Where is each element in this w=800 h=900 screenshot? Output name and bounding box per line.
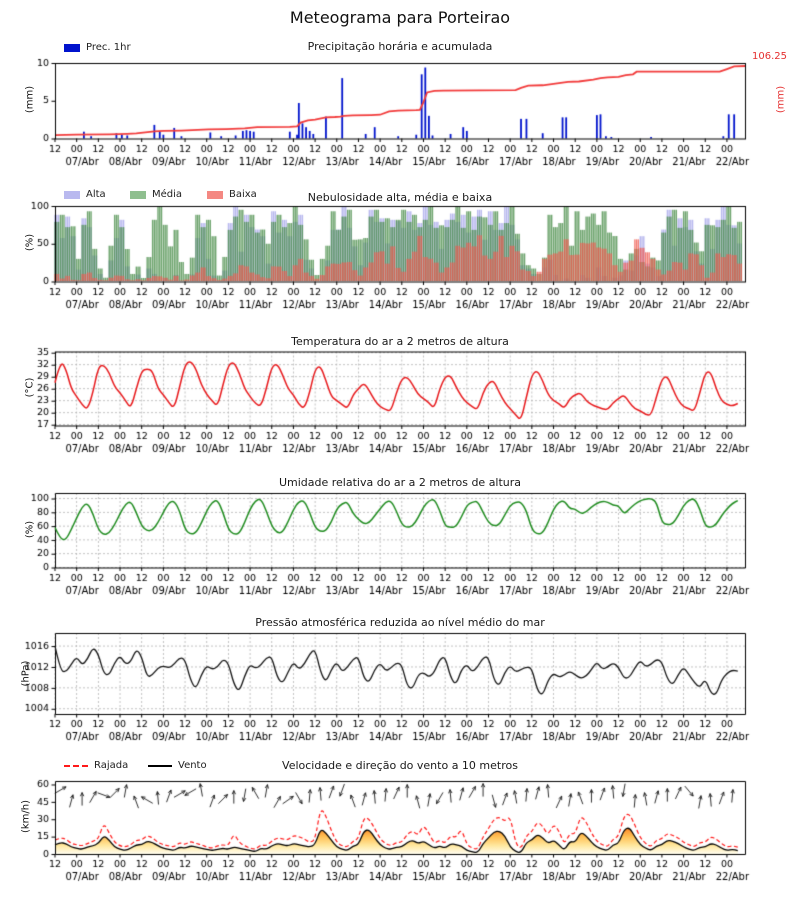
page-title: Meteograma para Porteirao [289,8,511,27]
media-legend-swatch [130,191,146,199]
panel-title-humidity: Umidade relativa do ar a 2 metros de altura [278,476,522,489]
panel-title-pressure: Pressão atmosférica reduzida ao nível médio do mar [255,616,545,629]
wind-legend-label: Vento [178,760,207,771]
precip-legend-swatch [64,44,80,52]
yaxis-label-temp-c: (°C) [24,377,36,398]
media-legend-label: Média [152,189,183,200]
accumulated-total-value: 106.25 [752,51,787,62]
yaxis-label-pressure-hpa: (hPa) [20,660,32,687]
yaxis-label-precip-mm: (mm) [24,85,36,114]
legend-cloud-media [130,189,182,200]
alta-legend-label: Alta [86,189,106,200]
panel-title-temperature: Temperatura do ar a 2 metros de altura [291,335,509,348]
baixa-legend-label: Baixa [229,189,257,200]
yaxis-label-humidity-pct: (%) [24,520,36,539]
yaxis-label-cloud-pct: (%) [24,233,36,252]
baixa-legend-swatch [207,191,223,199]
panel-title-wind: Velocidade e direção do vento a 10 metros [282,759,518,772]
legend-wind [148,760,207,771]
wind-legend-line [148,765,172,767]
panel-title-cloudiness: Nebulosidade alta, média e baixa [307,191,493,204]
legend-gust [64,760,128,771]
gust-legend-line [64,765,88,767]
yaxis-label-accum-mm-right: (mm) [775,85,787,114]
legend-cloud-baixa [207,189,257,200]
legend-precip [64,42,131,53]
precip-legend-label: Prec. 1hr [86,42,131,53]
panel-title-precipitation: Precipitação horária e acumulada [307,40,493,53]
yaxis-label-wind-kmh: (km/h) [20,799,32,834]
alta-legend-swatch [64,191,80,199]
legend-cloud-alta [64,189,106,200]
gust-legend-label: Rajada [94,760,129,771]
